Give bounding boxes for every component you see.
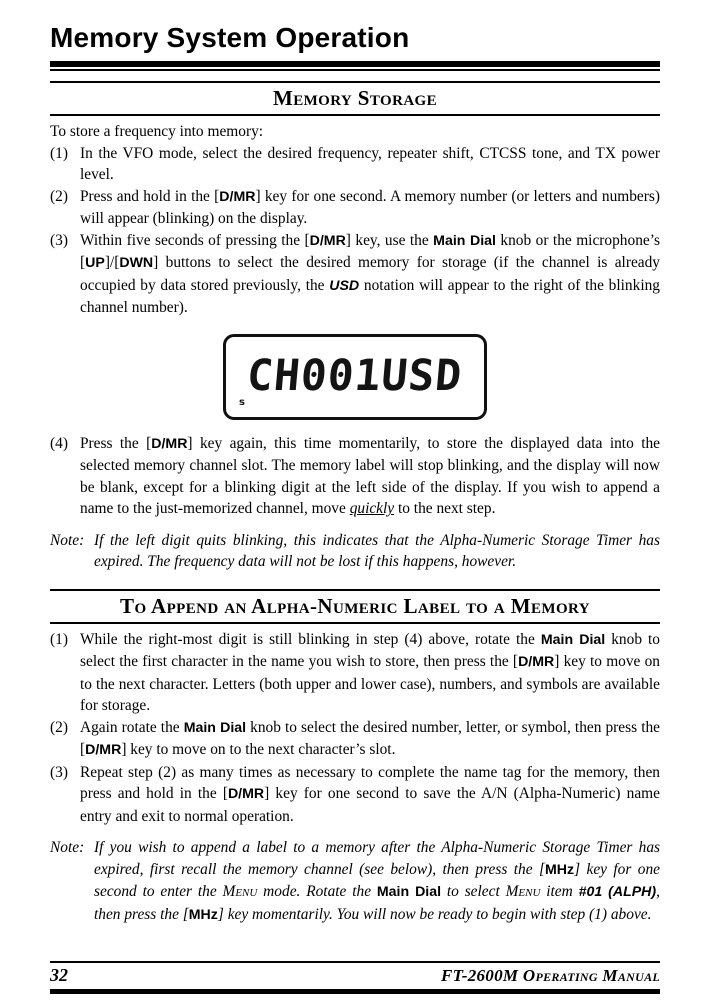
lcd-display <box>223 334 487 420</box>
lcd-figure <box>50 334 660 420</box>
step-number: (1) <box>50 630 68 648</box>
step-text: Within five seconds of pressing the [D/MR] key, use the Main Dial knob or the microphone’s [UP]/[DWN] buttons to select the desired memory for storage (if the channel is already occupied by data stored previously, the USD notation will appear to the right of the blinking channel number). <box>80 231 660 316</box>
step-text: Repeat step (2) as many times as necessary to complete the name tag for the memory, then press and hold in the [D/MR] key for one second to save the A/N (Alpha-Numeric) name entry and exit to normal operation. <box>80 763 660 825</box>
step-number: (3) <box>50 231 68 249</box>
append-step-3 <box>50 762 660 828</box>
section-heading-memory-storage: Memory Storage <box>50 81 660 116</box>
section-heading-append-label: To Append an Alpha-Numeric Label to a Memory <box>50 589 660 624</box>
storage-step-3 <box>50 230 660 319</box>
note-text: If you wish to append a label to a memory after the Alpha-Numeric Storage Timer has expired, first recall the memory channel (see below), then press the [MHz] key for one second to enter the Menu mode. Rotate the Main Dial to select Menu item #01 (ALPH), then press the [MHz] key momentarily. You will now be ready to begin with step (1) above. <box>94 839 660 923</box>
step-text: While the right-most digit is still blinking in step (4) above, rotate the Main Dial knob to select the first character in the name you wish to store, then press the [D/MR] key to move on to the next character. Letters (both upper and lower case), numbers, and symbols are available for storage. <box>80 630 661 714</box>
note-text: If the left digit quits blinking, this indicates that the Alpha-Numeric Storage Timer has expired. The frequency data will not be lost if this happens, however. <box>94 531 660 570</box>
step-number: (3) <box>50 763 68 781</box>
title-rule-thick <box>50 61 660 67</box>
step-text: Press the [D/MR] key again, this time momentarily, to store the displayed data into the selected memory channel slot. The memory label will stop blinking, and the display will now be blank, except for a blinking digit at the left side of the display. If you wish to append a name to the just-memorized channel, move quickly to the next step. <box>80 434 660 517</box>
step-number: (2) <box>50 187 68 205</box>
footer-manual-title: FT-2600M Operating Manual <box>440 965 660 985</box>
footer-page-number: 32 <box>50 964 68 985</box>
step-text: In the VFO mode, select the desired frequency, repeater shift, CTCSS tone, and TX power level. <box>80 144 660 183</box>
storage-step-4 <box>50 433 660 520</box>
footer-rule-thick <box>50 989 660 994</box>
storage-note <box>50 530 660 573</box>
step-number: (1) <box>50 144 68 162</box>
title-rule <box>50 61 660 71</box>
append-step-2 <box>50 717 660 762</box>
storage-step-1 <box>50 143 660 186</box>
page-footer <box>50 961 660 995</box>
note-label: Note: <box>50 531 85 549</box>
step-text: Press and hold in the [D/MR] key for one second. A memory number (or letters and numbers) will appear (blinking) on the display. <box>80 187 661 227</box>
step-number: (4) <box>50 434 68 452</box>
note-label: Note: <box>50 839 85 856</box>
footer-row <box>50 963 660 990</box>
storage-step-2 <box>50 186 660 230</box>
page-title: Memory System Operation <box>50 22 410 53</box>
lcd-skip-flag: s <box>239 397 245 408</box>
lcd-text: CH001USD <box>245 350 465 401</box>
append-note <box>50 837 660 926</box>
storage-intro: To store a frequency into memory: <box>50 123 264 140</box>
append-step-1 <box>50 629 660 717</box>
step-number: (2) <box>50 718 68 736</box>
title-rule-thin <box>50 69 660 71</box>
step-text: Again rotate the Main Dial knob to select the desired number, letter, or symbol, then press the [D/MR] key to move on to the next character’s slot. <box>80 718 660 758</box>
